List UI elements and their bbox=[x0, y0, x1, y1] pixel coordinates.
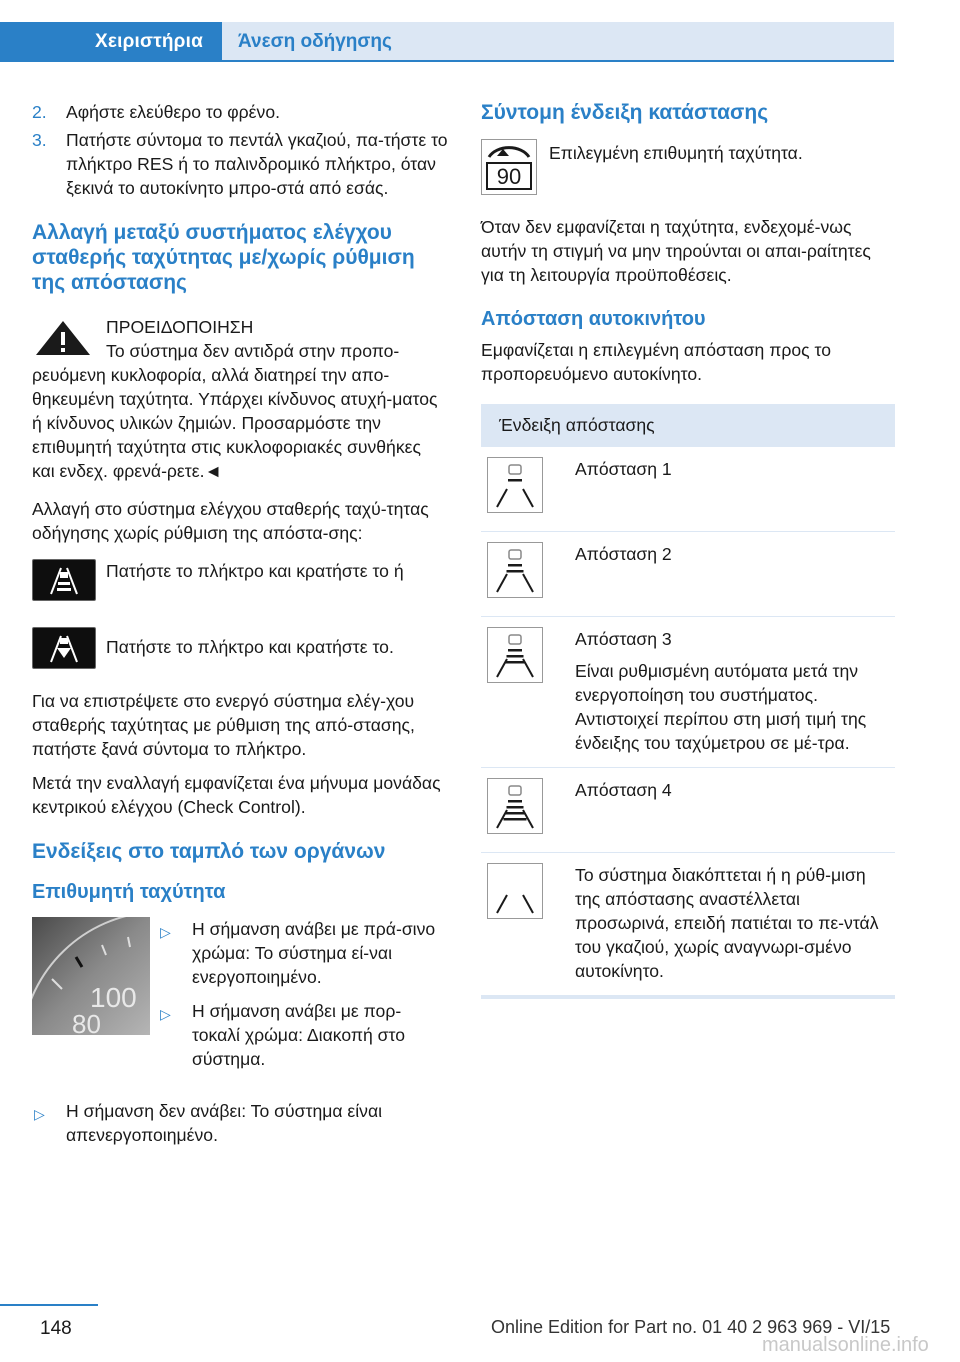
cruise-button-image-1 bbox=[32, 559, 96, 601]
distance-table-header: Ένδειξη απόστασης bbox=[481, 404, 895, 447]
short-status-block bbox=[481, 139, 895, 199]
distance-row bbox=[481, 768, 895, 853]
distance-row bbox=[481, 617, 895, 768]
distance-description bbox=[575, 617, 895, 768]
page-header bbox=[0, 0, 960, 62]
distance-label: Απόσταση 4 bbox=[575, 780, 672, 800]
warning-triangle-icon bbox=[32, 317, 94, 359]
section-tab[interactable]: Χειριστήρια bbox=[0, 22, 222, 62]
cruise-button-image-2 bbox=[32, 627, 96, 669]
switch-intro: Αλλαγή στο σύστημα ελέγχου σταθερής ταχύ-τητας οδήγησης χωρίς ρύθμιση της απόστα-σης: bbox=[32, 499, 429, 543]
distance-2-icon bbox=[487, 542, 543, 598]
speed-value: 90 bbox=[496, 164, 522, 189]
bullet-off: ▷ Η σήμανση δεν ανάβει: Το σύστημα είναι απενεργοποιημένο. bbox=[34, 1101, 383, 1145]
speed-not-shown-text: Όταν δεν εμφανίζεται η ταχύτητα, ενδεχομέ-νως αυτήν τη στιγμή να μην τηρούνται οι απαι-ραίτητες για τη λειτουργία προϋποθέσεις. bbox=[481, 217, 871, 285]
heading-instrument-cluster: Ενδείξεις στο ταμπλό των οργάνων bbox=[32, 840, 386, 863]
distance-3-icon bbox=[487, 627, 543, 683]
button-1-text: Πατήστε το πλήκτρο και κρατήστε το ή bbox=[106, 561, 404, 581]
table-bottom-rule bbox=[481, 995, 895, 999]
triangle-bullet-icon: ▷ bbox=[160, 1006, 171, 1022]
return-text: Για να επιστρέψετε στο ενεργό σύστημα ελέγ-χου σταθερής ταχύτητας με ρύθμιση της από-στασης, πατήστε ξανά σύντομα το πλήκτρο. bbox=[32, 691, 415, 759]
button-2-text: Πατήστε το πλήκτρο και κρατήστε το. bbox=[106, 637, 394, 657]
distance-description bbox=[575, 447, 895, 532]
heading-switch-system: Αλλαγή μεταξύ συστήματος ελέγχου σταθερής ταχύτητας με/χωρίς ρύθμιση της απόστασης bbox=[32, 221, 415, 294]
speedometer-image bbox=[32, 917, 150, 1035]
distance-4-icon bbox=[487, 778, 543, 834]
warning-text: ρευόμενη κυκλοφορία, αλλά διατηρεί την απο-θηκευμένη ταχύτητα. Υπάρχει κίνδυνος ατυχή-ματος ή κίνδυνος υλικών ζημιών. Προσαρμόστε την επιθυμητή ταχύτητα στις κυκλοφοριακές συνθήκες και ενδεχ. φρενά-ρετε.◄ bbox=[32, 365, 438, 481]
heading-desired-speed: Επιθυμητή ταχύτητα bbox=[32, 881, 226, 903]
road-distance-down-button-icon bbox=[33, 628, 95, 668]
right-column bbox=[481, 100, 895, 999]
speedo-label-100: 100 bbox=[90, 982, 137, 1013]
step-2: 2. Αφήστε ελεύθερο το φρένο. bbox=[32, 102, 280, 122]
triangle-bullet-icon: ▷ bbox=[160, 924, 171, 940]
warning-title: ΠΡΟΕΙΔΟΠΟΙΗΣΗ bbox=[106, 317, 254, 337]
warning-text-first: Το σύστημα δεν αντιδρά στην προπο- bbox=[106, 341, 400, 361]
header-rule bbox=[0, 60, 894, 62]
triangle-bullet-icon: ▷ bbox=[34, 1106, 45, 1122]
distance-label: Το σύστημα διακόπτεται ή η ρύθ-μιση της απόστασης αναστέλλεται προσωρινά, επειδή πατιέται το πε-ντάλ του γκαζιού, χωρίς αναγνωρι-σμένο αυτοκίνητο. bbox=[575, 865, 879, 981]
page-number: 148 bbox=[40, 1318, 72, 1339]
distance-description bbox=[575, 768, 895, 853]
edition-text: Online Edition for Part no. 01 40 2 963 969 - VI/15 bbox=[491, 1317, 891, 1337]
speedo-block bbox=[32, 917, 448, 1093]
watermark-text: manualsonline.info bbox=[762, 1334, 929, 1356]
distance-table bbox=[481, 404, 895, 995]
distance-row bbox=[481, 532, 895, 617]
speed-indicator-icon bbox=[481, 139, 537, 195]
distance-description bbox=[575, 532, 895, 617]
distance-label: Απόσταση 3 bbox=[575, 629, 672, 649]
short-status-text: Επιλεγμένη επιθυμητή ταχύτητα. bbox=[549, 143, 803, 163]
subsection-tab[interactable]: Άνεση οδήγησης bbox=[222, 22, 894, 60]
button-instruction-1 bbox=[32, 559, 448, 609]
warning-block bbox=[32, 315, 448, 483]
distance-note: Είναι ρυθμισμένη αυτόματα μετά την ενεργοποίηση του συστήματος. Αντιστοιχεί περίπου στη μισή τιμή της ένδειξης του ταχύμετρου σε μέ-τρα. bbox=[575, 661, 867, 753]
distance-description bbox=[575, 853, 895, 996]
left-column bbox=[32, 100, 448, 1147]
check-control-text: Μετά την εναλλαγή εμφανίζεται ένα μήνυμα μονάδας κεντρικού ελέγχου (Check Control). bbox=[32, 773, 441, 817]
bullet-green: ▷ Η σήμανση ανάβει με πρά-σινο χρώμα: Το σύστημα εί-ναι ενεργοποιημένο. bbox=[160, 919, 436, 987]
distance-intro-text: Εμφανίζεται η επιλεγμένη απόσταση προς το προπορευόμενο αυτοκίνητο. bbox=[481, 340, 832, 384]
heading-vehicle-distance: Απόσταση αυτοκινήτου bbox=[481, 308, 706, 330]
road-distance-button-icon bbox=[33, 560, 95, 600]
distance-1-icon bbox=[487, 457, 543, 513]
footer-rule bbox=[0, 1304, 98, 1306]
step-3: 3. Πατήστε σύντομα το πεντάλ γκαζιού, πα-τήστε το πλήκτρο RES ή το παλινδρομικό πλήκτρο, όταν ξεκινά το αυτοκίνητο μπρο-στά από εσάς. bbox=[32, 130, 448, 198]
bullet-orange: ▷ Η σήμανση ανάβει με πορ-τοκαλί χρώμα: Διακοπή στο σύστημα. bbox=[160, 1001, 406, 1069]
heading-short-status: Σύντομη ένδειξη κατάστασης bbox=[481, 101, 769, 124]
distance-label: Απόσταση 1 bbox=[575, 459, 672, 479]
distance-row bbox=[481, 853, 895, 996]
distance-off-icon bbox=[487, 863, 543, 919]
button-instruction-2 bbox=[32, 627, 448, 677]
speed-bullets bbox=[158, 917, 448, 1071]
distance-row bbox=[481, 447, 895, 532]
speedo-label-80: 80 bbox=[72, 1009, 101, 1035]
distance-label: Απόσταση 2 bbox=[575, 544, 672, 564]
